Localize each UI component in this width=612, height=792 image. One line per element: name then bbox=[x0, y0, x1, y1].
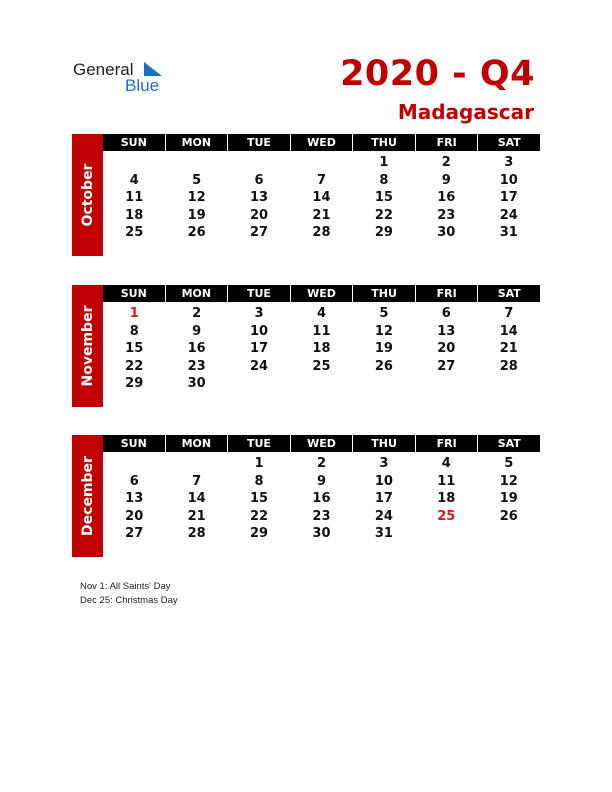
weekday-fri: FRI bbox=[416, 435, 479, 452]
weekday-sun: SUN bbox=[103, 134, 166, 151]
date-cell: 3 bbox=[254, 306, 264, 321]
date-cell: 30 bbox=[437, 225, 456, 240]
weekday-tue: TUE bbox=[228, 435, 291, 452]
date-cell: 10 bbox=[250, 323, 269, 339]
week-row bbox=[103, 189, 540, 207]
date-cell bbox=[290, 154, 352, 172]
date-cell: 3 bbox=[379, 456, 389, 471]
date-cell: 14 bbox=[499, 323, 518, 339]
date-cell: 20 bbox=[437, 341, 456, 356]
date-cell: 23 bbox=[312, 508, 331, 524]
weekday-fri: FRI bbox=[416, 134, 479, 151]
date-cell: 29 bbox=[374, 225, 393, 240]
week-row bbox=[103, 375, 540, 393]
date-cell bbox=[228, 154, 290, 172]
date-cell: 27 bbox=[125, 526, 144, 541]
week-row bbox=[103, 207, 540, 225]
date-cell bbox=[478, 375, 540, 393]
date-cell: 12 bbox=[187, 190, 206, 205]
date-cell: 15 bbox=[250, 491, 269, 506]
date-cell: 2 bbox=[316, 456, 326, 471]
date-cell: 16 bbox=[187, 341, 206, 356]
date-cell: 19 bbox=[499, 491, 518, 506]
weekday-sat: SAT bbox=[497, 437, 521, 450]
date-cell: 8 bbox=[254, 473, 264, 489]
date-cell: 8 bbox=[129, 323, 139, 339]
date-cell: 27 bbox=[437, 358, 456, 374]
page-title: 2020 - Q4 bbox=[340, 54, 535, 94]
date-cell: 17 bbox=[499, 190, 518, 205]
date-cell: 20 bbox=[250, 207, 269, 223]
weekday-thu: THU bbox=[353, 435, 416, 452]
date-cell: 5 bbox=[379, 306, 389, 321]
date-cell: 6 bbox=[441, 306, 451, 321]
weekday-thu: THU bbox=[353, 134, 416, 151]
month-label-bar bbox=[72, 134, 103, 256]
date-cell: 16 bbox=[312, 491, 331, 506]
week-row bbox=[103, 508, 540, 526]
date-cell: 11 bbox=[437, 473, 456, 489]
week-row bbox=[103, 490, 540, 508]
weekday-mon: MON bbox=[166, 285, 229, 302]
weekday-mon: MON bbox=[166, 134, 229, 151]
week-row bbox=[103, 473, 540, 491]
date-cell: 11 bbox=[312, 323, 331, 339]
week-row bbox=[103, 455, 540, 473]
date-cell: 31 bbox=[374, 526, 393, 541]
date-cell: 23 bbox=[187, 358, 206, 374]
date-cell: 22 bbox=[250, 508, 269, 524]
date-cell: 28 bbox=[312, 225, 331, 240]
date-cell: 9 bbox=[441, 172, 451, 188]
logo-general: General bbox=[73, 60, 134, 79]
date-cell: 1 bbox=[379, 155, 389, 170]
date-cell: 7 bbox=[192, 473, 202, 489]
weekday-wed: WED bbox=[291, 285, 354, 302]
date-cell: 1 bbox=[254, 456, 264, 471]
note-item: Dec 25: Christmas Day bbox=[80, 595, 178, 606]
date-cell bbox=[103, 455, 165, 473]
date-cell: 29 bbox=[125, 376, 144, 391]
weekday-header bbox=[103, 435, 540, 452]
calendar-grid bbox=[103, 285, 540, 393]
holiday-notes bbox=[80, 580, 178, 608]
date-cell: 9 bbox=[192, 323, 202, 339]
date-cell bbox=[353, 375, 415, 393]
date-cell: 10 bbox=[499, 172, 518, 188]
date-cell: 24 bbox=[374, 508, 393, 524]
date-cell: 18 bbox=[437, 491, 456, 506]
date-cell: 21 bbox=[499, 341, 518, 356]
holiday-date-cell: 25 bbox=[437, 508, 456, 524]
country-name: Madagascar bbox=[397, 100, 534, 124]
date-cell: 6 bbox=[129, 473, 139, 489]
week-row bbox=[103, 224, 540, 242]
date-cell: 25 bbox=[312, 358, 331, 374]
date-cell: 4 bbox=[129, 172, 139, 188]
week-row bbox=[103, 323, 540, 341]
date-cell: 21 bbox=[312, 207, 331, 223]
logo-triangle-icon bbox=[144, 62, 162, 76]
month-label: December bbox=[79, 456, 96, 536]
date-cell bbox=[165, 154, 227, 172]
month-label-bar bbox=[72, 285, 103, 407]
calendar-grid bbox=[103, 435, 540, 543]
weekday-tue: TUE bbox=[228, 285, 291, 302]
date-cell: 25 bbox=[125, 225, 144, 240]
date-cell: 4 bbox=[316, 306, 326, 321]
date-cell bbox=[478, 525, 540, 543]
date-cell: 30 bbox=[312, 526, 331, 541]
holiday-date-cell: 1 bbox=[129, 306, 139, 321]
date-cell: 4 bbox=[441, 456, 451, 471]
date-cell: 28 bbox=[499, 358, 518, 374]
date-cell: 20 bbox=[125, 508, 144, 524]
date-cell: 5 bbox=[504, 456, 514, 471]
week-row bbox=[103, 340, 540, 358]
week-row bbox=[103, 358, 540, 376]
date-cell bbox=[415, 375, 477, 393]
weekday-wed: WED bbox=[291, 134, 354, 151]
month-label: October bbox=[79, 163, 96, 227]
date-cell: 17 bbox=[374, 491, 393, 506]
weekday-wed: WED bbox=[291, 435, 354, 452]
date-cell: 29 bbox=[250, 526, 269, 541]
date-cell bbox=[165, 455, 227, 473]
date-cell: 12 bbox=[499, 473, 518, 489]
date-cell: 10 bbox=[374, 473, 393, 489]
date-cell: 24 bbox=[250, 358, 269, 374]
date-cell bbox=[415, 525, 477, 543]
date-cell: 13 bbox=[125, 491, 144, 506]
calendar-grid bbox=[103, 134, 540, 242]
date-cell: 23 bbox=[437, 207, 456, 223]
date-cell: 26 bbox=[187, 225, 206, 240]
date-cell: 17 bbox=[250, 341, 269, 356]
date-cell: 24 bbox=[499, 207, 518, 223]
date-cell: 27 bbox=[250, 225, 269, 240]
month-label-bar bbox=[72, 435, 103, 557]
weekday-thu: THU bbox=[353, 285, 416, 302]
weekday-header bbox=[103, 285, 540, 302]
month-label: November bbox=[79, 305, 96, 387]
date-cell: 22 bbox=[374, 207, 393, 223]
date-cell: 26 bbox=[374, 358, 393, 374]
weekday-mon: MON bbox=[166, 435, 229, 452]
date-cell: 15 bbox=[125, 341, 144, 356]
weekday-sat: SAT bbox=[497, 287, 521, 300]
date-cell bbox=[228, 375, 290, 393]
date-cell: 5 bbox=[192, 172, 202, 188]
date-cell: 7 bbox=[504, 306, 514, 321]
date-cell: 22 bbox=[125, 358, 144, 374]
date-cell: 9 bbox=[316, 473, 326, 489]
date-cell: 13 bbox=[437, 323, 456, 339]
date-cell: 15 bbox=[374, 190, 393, 205]
date-cell: 18 bbox=[312, 341, 331, 356]
date-cell: 19 bbox=[187, 207, 206, 223]
date-cell: 19 bbox=[374, 341, 393, 356]
date-cell: 30 bbox=[187, 376, 206, 391]
week-row bbox=[103, 172, 540, 190]
week-row bbox=[103, 525, 540, 543]
date-cell bbox=[290, 375, 352, 393]
date-cell: 26 bbox=[499, 508, 518, 524]
date-cell: 11 bbox=[125, 190, 144, 205]
date-cell: 14 bbox=[312, 190, 331, 205]
date-cell: 18 bbox=[125, 207, 144, 223]
weekday-sat: SAT bbox=[497, 136, 521, 149]
note-item: Nov 1: All Saints' Day bbox=[80, 581, 171, 592]
date-cell: 14 bbox=[187, 491, 206, 506]
date-cell: 21 bbox=[187, 508, 206, 524]
date-cell: 3 bbox=[504, 155, 514, 170]
date-cell bbox=[103, 154, 165, 172]
date-cell: 7 bbox=[316, 172, 326, 188]
weekday-tue: TUE bbox=[228, 134, 291, 151]
date-cell: 28 bbox=[187, 526, 206, 541]
date-cell: 13 bbox=[250, 190, 269, 205]
date-cell: 16 bbox=[437, 190, 456, 205]
weekday-sun: SUN bbox=[103, 435, 166, 452]
weekday-fri: FRI bbox=[416, 285, 479, 302]
date-cell: 2 bbox=[192, 306, 202, 321]
week-row bbox=[103, 154, 540, 172]
weekday-header bbox=[103, 134, 540, 151]
date-cell: 8 bbox=[379, 172, 389, 188]
date-cell: 2 bbox=[441, 155, 451, 170]
date-cell: 12 bbox=[374, 323, 393, 339]
weekday-sun: SUN bbox=[103, 285, 166, 302]
logo-blue: Blue bbox=[125, 76, 160, 95]
date-cell: 31 bbox=[499, 225, 518, 240]
date-cell: 6 bbox=[254, 172, 264, 188]
week-row bbox=[103, 305, 540, 323]
